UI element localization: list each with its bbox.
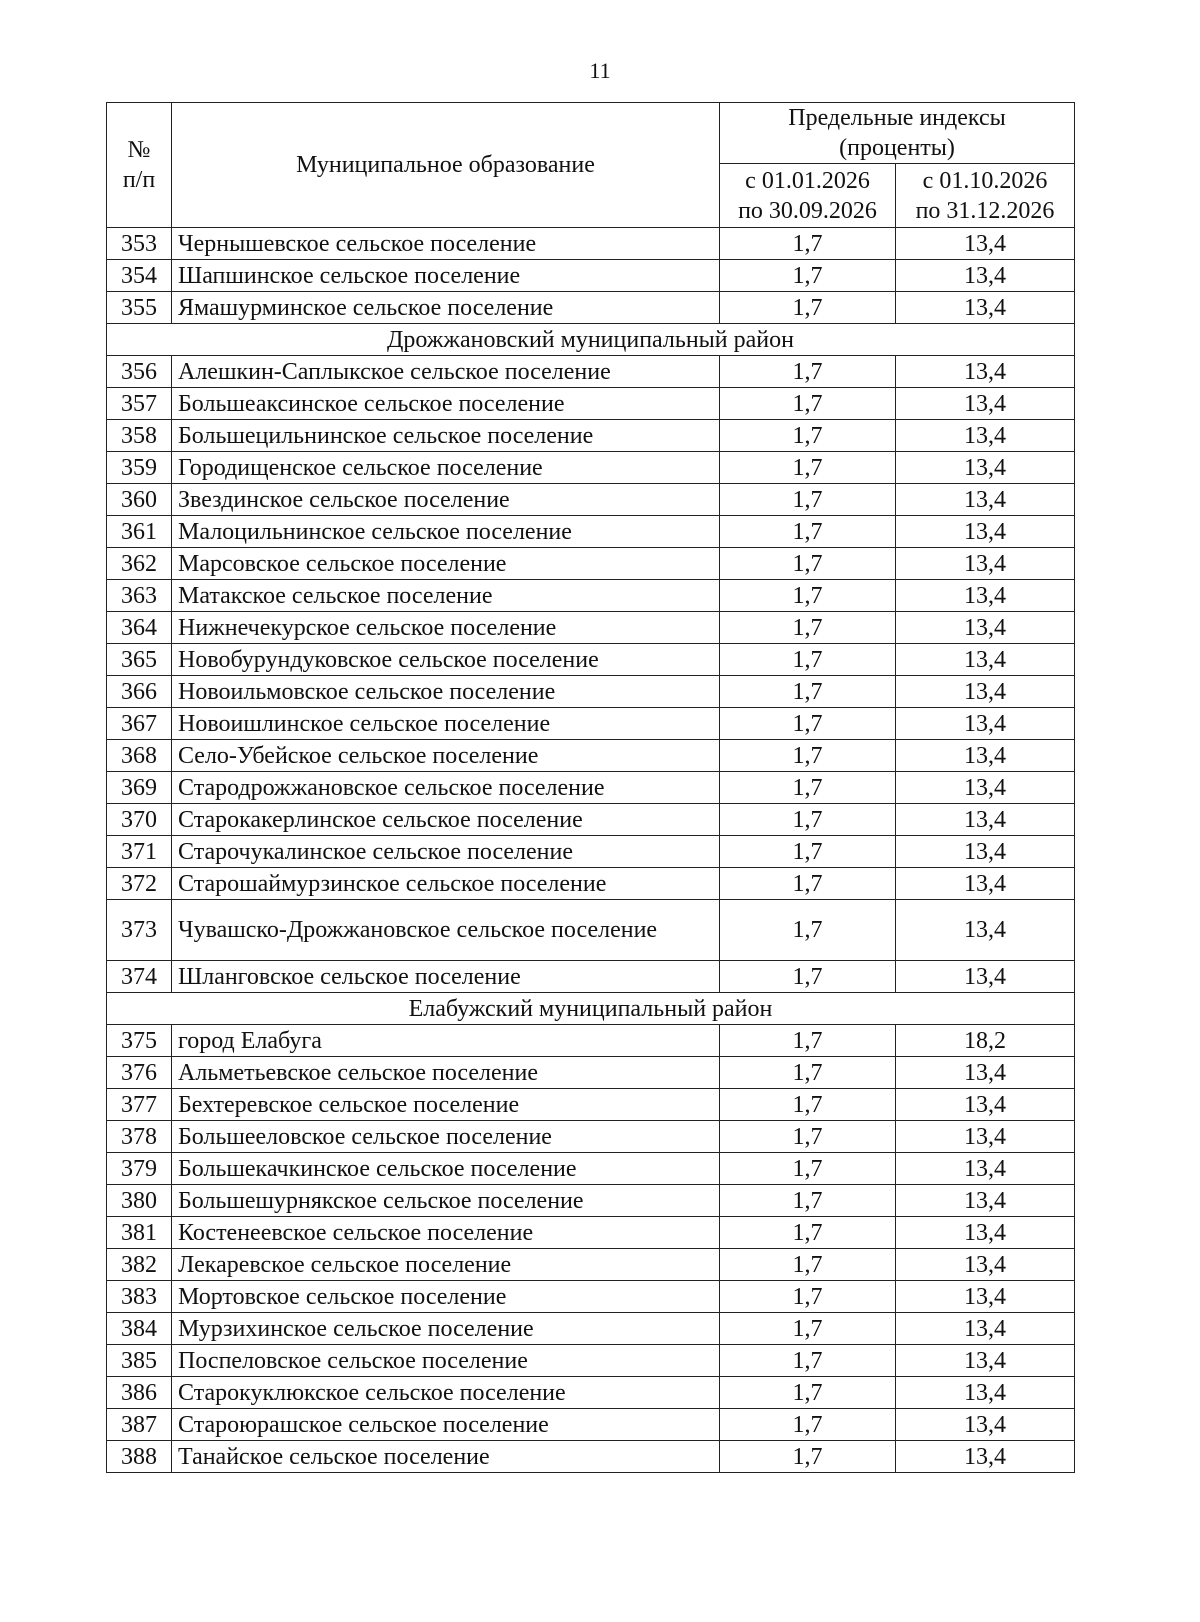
row-number: 363 bbox=[107, 580, 172, 612]
index-period-1: 1,7 bbox=[720, 228, 896, 260]
index-period-1: 1,7 bbox=[720, 868, 896, 900]
row-number: 355 bbox=[107, 292, 172, 324]
row-number: 383 bbox=[107, 1281, 172, 1313]
index-period-1: 1,7 bbox=[720, 1409, 896, 1441]
district-heading-row bbox=[107, 993, 1075, 1025]
municipality-name: Ямашурминское сельское поселение bbox=[172, 292, 720, 324]
index-period-2: 13,4 bbox=[896, 1345, 1075, 1377]
index-period-1: 1,7 bbox=[720, 804, 896, 836]
municipality-name: Село-Убейское сельское поселение bbox=[172, 740, 720, 772]
index-period-2: 13,4 bbox=[896, 804, 1075, 836]
row-number: 387 bbox=[107, 1409, 172, 1441]
row-number: 386 bbox=[107, 1377, 172, 1409]
municipality-name: Матакское сельское поселение bbox=[172, 580, 720, 612]
index-period-2: 13,4 bbox=[896, 1089, 1075, 1121]
header-limits: Предельные индексы (проценты) bbox=[720, 103, 1075, 164]
index-period-2: 13,4 bbox=[896, 1249, 1075, 1281]
index-period-1: 1,7 bbox=[720, 420, 896, 452]
row-number: 371 bbox=[107, 836, 172, 868]
index-period-1: 1,7 bbox=[720, 1185, 896, 1217]
row-number: 374 bbox=[107, 961, 172, 993]
index-period-1: 1,7 bbox=[720, 1121, 896, 1153]
table-row bbox=[107, 1089, 1075, 1121]
municipality-name: Чувашско-Дрожжановское сельское поселение bbox=[172, 900, 720, 961]
row-number: 364 bbox=[107, 612, 172, 644]
index-period-1: 1,7 bbox=[720, 644, 896, 676]
table-row bbox=[107, 548, 1075, 580]
index-period-1: 1,7 bbox=[720, 388, 896, 420]
index-period-1: 1,7 bbox=[720, 961, 896, 993]
table-row bbox=[107, 260, 1075, 292]
index-period-2: 13,4 bbox=[896, 548, 1075, 580]
row-number: 358 bbox=[107, 420, 172, 452]
municipality-name: Старошаймурзинское сельское поселение bbox=[172, 868, 720, 900]
index-period-1: 1,7 bbox=[720, 548, 896, 580]
municipality-name: Большецильнинское сельское поселение bbox=[172, 420, 720, 452]
municipality-name: Марсовское сельское поселение bbox=[172, 548, 720, 580]
index-period-2: 13,4 bbox=[896, 228, 1075, 260]
municipal-index-table bbox=[106, 102, 1075, 1473]
municipality-name: Мурзихинское сельское поселение bbox=[172, 1313, 720, 1345]
index-period-1: 1,7 bbox=[720, 516, 896, 548]
table-row bbox=[107, 900, 1075, 961]
index-period-1: 1,7 bbox=[720, 1281, 896, 1313]
row-number: 368 bbox=[107, 740, 172, 772]
index-period-1: 1,7 bbox=[720, 1249, 896, 1281]
table-row bbox=[107, 836, 1075, 868]
municipality-name: Лекаревское сельское поселение bbox=[172, 1249, 720, 1281]
district-heading: Елабужский муниципальный район bbox=[107, 993, 1075, 1025]
index-period-2: 13,4 bbox=[896, 1441, 1075, 1473]
row-number: 365 bbox=[107, 644, 172, 676]
index-period-1: 1,7 bbox=[720, 772, 896, 804]
index-period-1: 1,7 bbox=[720, 580, 896, 612]
index-period-2: 13,4 bbox=[896, 388, 1075, 420]
index-period-1: 1,7 bbox=[720, 260, 896, 292]
table-row bbox=[107, 420, 1075, 452]
municipality-name: Малоцильнинское сельское поселение bbox=[172, 516, 720, 548]
index-period-1: 1,7 bbox=[720, 356, 896, 388]
row-number: 360 bbox=[107, 484, 172, 516]
index-period-2: 13,4 bbox=[896, 868, 1075, 900]
index-period-2: 13,4 bbox=[896, 292, 1075, 324]
row-number: 385 bbox=[107, 1345, 172, 1377]
municipality-name: Староюрашское сельское поселение bbox=[172, 1409, 720, 1441]
row-number: 384 bbox=[107, 1313, 172, 1345]
index-period-2: 18,2 bbox=[896, 1025, 1075, 1057]
row-number: 369 bbox=[107, 772, 172, 804]
table-row bbox=[107, 708, 1075, 740]
municipality-name: Большееловское сельское поселение bbox=[172, 1121, 720, 1153]
index-period-2: 13,4 bbox=[896, 740, 1075, 772]
row-number: 380 bbox=[107, 1185, 172, 1217]
index-period-2: 13,4 bbox=[896, 580, 1075, 612]
table-row bbox=[107, 1441, 1075, 1473]
table-row bbox=[107, 580, 1075, 612]
index-period-2: 13,4 bbox=[896, 260, 1075, 292]
index-period-2: 13,4 bbox=[896, 612, 1075, 644]
row-number: 382 bbox=[107, 1249, 172, 1281]
table-row bbox=[107, 1409, 1075, 1441]
municipality-name: Большеаксинское сельское поселение bbox=[172, 388, 720, 420]
table-row bbox=[107, 1345, 1075, 1377]
row-number: 379 bbox=[107, 1153, 172, 1185]
index-period-2: 13,4 bbox=[896, 452, 1075, 484]
header-period-2: с 01.10.2026 по 31.12.2026 bbox=[896, 164, 1075, 228]
header-period-1: с 01.01.2026 по 30.09.2026 bbox=[720, 164, 896, 228]
index-period-2: 13,4 bbox=[896, 1153, 1075, 1185]
index-period-1: 1,7 bbox=[720, 1217, 896, 1249]
index-period-1: 1,7 bbox=[720, 1377, 896, 1409]
index-period-2: 13,4 bbox=[896, 644, 1075, 676]
row-number: 375 bbox=[107, 1025, 172, 1057]
table-row bbox=[107, 452, 1075, 484]
table-row bbox=[107, 388, 1075, 420]
table-row bbox=[107, 868, 1075, 900]
index-period-2: 13,4 bbox=[896, 1377, 1075, 1409]
municipality-name: Бехтеревское сельское поселение bbox=[172, 1089, 720, 1121]
table-row bbox=[107, 1025, 1075, 1057]
page-number: 11 bbox=[589, 58, 611, 83]
municipality-name: Шланговское сельское поселение bbox=[172, 961, 720, 993]
municipality-name: Чернышевское сельское поселение bbox=[172, 228, 720, 260]
table-row bbox=[107, 292, 1075, 324]
table-row bbox=[107, 1185, 1075, 1217]
municipality-name: Новоильмовское сельское поселение bbox=[172, 676, 720, 708]
index-period-2: 13,4 bbox=[896, 1121, 1075, 1153]
table-row bbox=[107, 1377, 1075, 1409]
table-header bbox=[107, 103, 1075, 228]
table-row bbox=[107, 1057, 1075, 1089]
index-period-1: 1,7 bbox=[720, 484, 896, 516]
row-number: 361 bbox=[107, 516, 172, 548]
index-period-1: 1,7 bbox=[720, 676, 896, 708]
table-row bbox=[107, 516, 1075, 548]
municipality-name: Большешурнякское сельское поселение bbox=[172, 1185, 720, 1217]
index-period-1: 1,7 bbox=[720, 1025, 896, 1057]
index-period-1: 1,7 bbox=[720, 1313, 896, 1345]
row-number: 362 bbox=[107, 548, 172, 580]
municipality-name: Большекачкинское сельское поселение bbox=[172, 1153, 720, 1185]
index-period-1: 1,7 bbox=[720, 1441, 896, 1473]
row-number: 377 bbox=[107, 1089, 172, 1121]
table-body bbox=[107, 228, 1075, 1473]
row-number: 357 bbox=[107, 388, 172, 420]
municipality-name: Альметьевское сельское поселение bbox=[172, 1057, 720, 1089]
row-number: 367 bbox=[107, 708, 172, 740]
row-number: 366 bbox=[107, 676, 172, 708]
table-row bbox=[107, 676, 1075, 708]
municipality-name: Мортовское сельское поселение bbox=[172, 1281, 720, 1313]
index-period-1: 1,7 bbox=[720, 1057, 896, 1089]
index-period-1: 1,7 bbox=[720, 740, 896, 772]
municipality-name: город Елабуга bbox=[172, 1025, 720, 1057]
table-row bbox=[107, 644, 1075, 676]
table-row bbox=[107, 612, 1075, 644]
row-number: 370 bbox=[107, 804, 172, 836]
municipality-name: Костенеевское сельское поселение bbox=[172, 1217, 720, 1249]
row-number: 378 bbox=[107, 1121, 172, 1153]
index-period-2: 13,4 bbox=[896, 356, 1075, 388]
index-period-1: 1,7 bbox=[720, 1153, 896, 1185]
municipality-name: Городищенское сельское поселение bbox=[172, 452, 720, 484]
district-heading-row bbox=[107, 324, 1075, 356]
index-period-1: 1,7 bbox=[720, 1345, 896, 1377]
index-period-1: 1,7 bbox=[720, 612, 896, 644]
table-row bbox=[107, 961, 1075, 993]
index-period-1: 1,7 bbox=[720, 708, 896, 740]
index-period-2: 13,4 bbox=[896, 1313, 1075, 1345]
municipality-name: Алешкин-Саплыкское сельское поселение bbox=[172, 356, 720, 388]
municipality-name: Старокуклюкское сельское поселение bbox=[172, 1377, 720, 1409]
table-row bbox=[107, 484, 1075, 516]
municipality-name: Звездинское сельское поселение bbox=[172, 484, 720, 516]
table-row bbox=[107, 804, 1075, 836]
index-period-2: 13,4 bbox=[896, 1409, 1075, 1441]
index-period-2: 13,4 bbox=[896, 516, 1075, 548]
table-row bbox=[107, 1217, 1075, 1249]
table-row bbox=[107, 1281, 1075, 1313]
index-period-1: 1,7 bbox=[720, 900, 896, 961]
table-row bbox=[107, 1249, 1075, 1281]
municipality-name: Новоишлинское сельское поселение bbox=[172, 708, 720, 740]
row-number: 373 bbox=[107, 900, 172, 961]
index-period-1: 1,7 bbox=[720, 1089, 896, 1121]
municipality-name: Нижнечекурское сельское поселение bbox=[172, 612, 720, 644]
row-number: 388 bbox=[107, 1441, 172, 1473]
index-period-2: 13,4 bbox=[896, 900, 1075, 961]
table-row bbox=[107, 228, 1075, 260]
municipality-name: Старочукалинское сельское поселение bbox=[172, 836, 720, 868]
index-period-2: 13,4 bbox=[896, 708, 1075, 740]
table-row bbox=[107, 1121, 1075, 1153]
index-period-2: 13,4 bbox=[896, 836, 1075, 868]
row-number: 359 bbox=[107, 452, 172, 484]
index-period-2: 13,4 bbox=[896, 484, 1075, 516]
table-row bbox=[107, 356, 1075, 388]
header-num: № п/п bbox=[107, 103, 172, 228]
municipality-name: Новобурундуковское сельское поселение bbox=[172, 644, 720, 676]
index-period-1: 1,7 bbox=[720, 836, 896, 868]
index-period-2: 13,4 bbox=[896, 772, 1075, 804]
municipality-name: Шапшинское сельское поселение bbox=[172, 260, 720, 292]
table-row bbox=[107, 1153, 1075, 1185]
index-period-2: 13,4 bbox=[896, 961, 1075, 993]
row-number: 376 bbox=[107, 1057, 172, 1089]
header-municipality: Муниципальное образование bbox=[172, 103, 720, 228]
row-number: 354 bbox=[107, 260, 172, 292]
district-heading: Дрожжановский муниципальный район bbox=[107, 324, 1075, 356]
municipality-name: Старокакерлинское сельское поселение bbox=[172, 804, 720, 836]
index-period-2: 13,4 bbox=[896, 1217, 1075, 1249]
index-period-1: 1,7 bbox=[720, 292, 896, 324]
row-number: 353 bbox=[107, 228, 172, 260]
row-number: 356 bbox=[107, 356, 172, 388]
row-number: 381 bbox=[107, 1217, 172, 1249]
index-period-2: 13,4 bbox=[896, 1057, 1075, 1089]
index-period-1: 1,7 bbox=[720, 452, 896, 484]
index-period-2: 13,4 bbox=[896, 420, 1075, 452]
table-row bbox=[107, 1313, 1075, 1345]
table-row bbox=[107, 740, 1075, 772]
index-period-2: 13,4 bbox=[896, 676, 1075, 708]
municipality-name: Танайское сельское поселение bbox=[172, 1441, 720, 1473]
table-row bbox=[107, 772, 1075, 804]
municipality-name: Стародрожжановское сельское поселение bbox=[172, 772, 720, 804]
municipality-name: Поспеловское сельское поселение bbox=[172, 1345, 720, 1377]
row-number: 372 bbox=[107, 868, 172, 900]
index-period-2: 13,4 bbox=[896, 1185, 1075, 1217]
index-period-2: 13,4 bbox=[896, 1281, 1075, 1313]
